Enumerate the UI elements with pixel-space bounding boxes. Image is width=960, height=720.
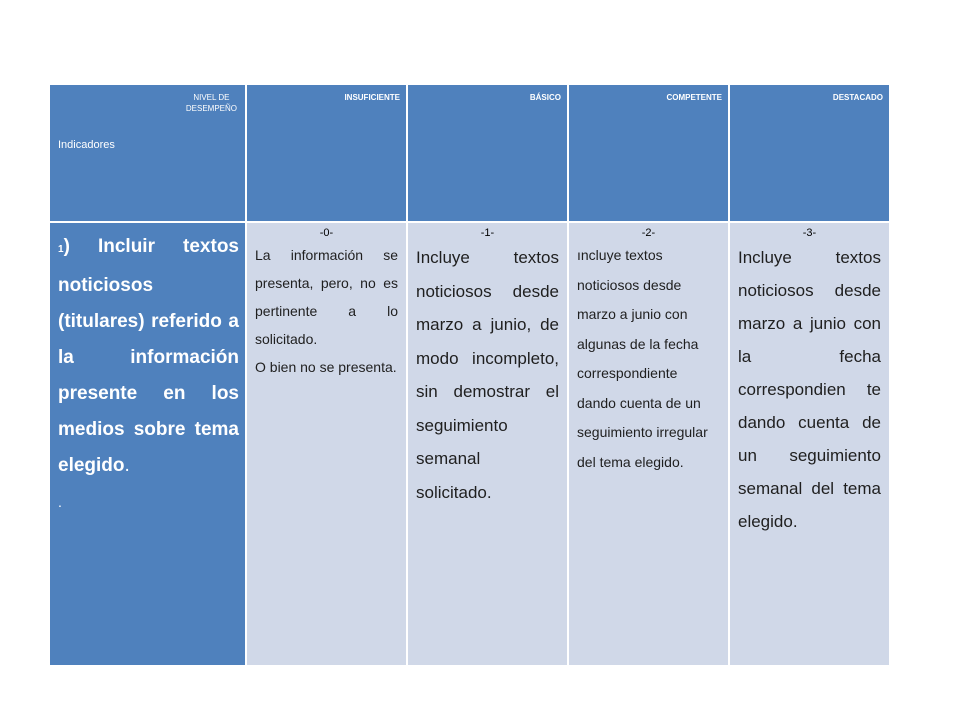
- indicator-row: [49, 222, 890, 666]
- cell-description: ıncluye textos noticiosos desde marzo a junio con algunas de la fecha correspondiente dando cuenta de un seguimiento irregular del tema elegido.: [577, 247, 708, 470]
- cell-description: La información se presenta, pero, no es pertinente a lo solicitado. O bien no se presenta.: [255, 247, 398, 375]
- level-header-insuficiente: INSUFICIENTE: [246, 84, 407, 222]
- score-label: -2-: [641, 227, 656, 239]
- level-header-basico: BÁSICO: [407, 84, 568, 222]
- cell-destacado: [729, 222, 890, 666]
- header-row: [49, 84, 890, 222]
- indicator-cell: [49, 222, 246, 666]
- score-label: -3-: [802, 227, 817, 239]
- score-label: -1-: [480, 227, 495, 239]
- nivel-desempeno-label: NIVEL DE DESEMPEÑO: [185, 93, 237, 114]
- cell-insuficiente: [246, 222, 407, 666]
- rubric-table: [48, 83, 891, 667]
- level-header-competente: COMPETENTE: [568, 84, 729, 222]
- indicator-text: 1) Incluir textos noticiosos (titulares) referido a la información presente en los medios sobre tema elegido. .: [58, 236, 239, 510]
- score-label: -0-: [319, 227, 334, 239]
- indicadores-label: Indicadores: [58, 139, 115, 151]
- cell-description: Incluye textos noticiosos desde marzo a junio con la fecha correspondien te dando cuenta de un seguimiento semanal del tema elegido.: [738, 248, 881, 531]
- cell-description: Incluye textos noticiosos desde marzo a junio, de modo incompleto, sin demostrar el seguimiento semanal solicitado.: [416, 248, 559, 502]
- corner-header-cell: [49, 84, 246, 222]
- cell-basico: [407, 222, 568, 666]
- level-header-destacado: DESTACADO: [729, 84, 890, 222]
- cell-competente: [568, 222, 729, 666]
